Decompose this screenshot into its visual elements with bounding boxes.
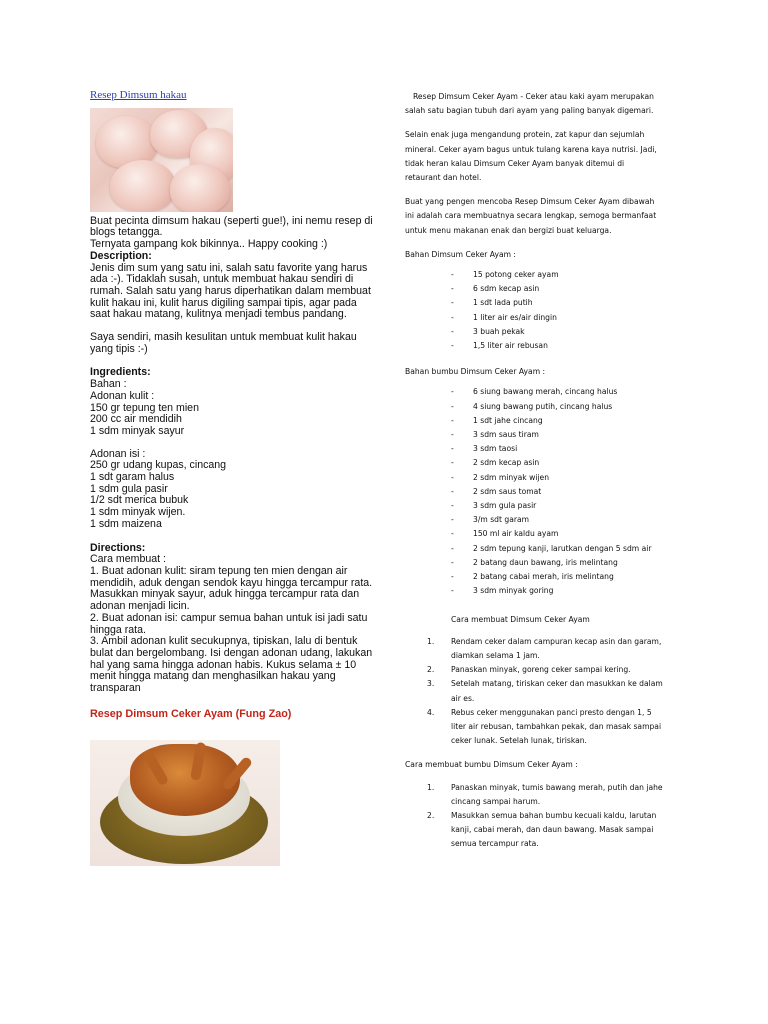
direction-line: mendidih, aduk dengan sendok kayu hingga tercampur rata. [90, 576, 373, 589]
directions-heading: Directions: [90, 541, 146, 554]
text-line: Buat yang pengen mencoba Resep Dimsum Ceker Ayam dibawah [405, 197, 655, 207]
list-item: - 3 buah pekak [405, 325, 680, 339]
ceker-intro [405, 90, 680, 118]
text-line: salah satu bagian tubuh dari ayam yang paling banyak digemari. [405, 106, 654, 116]
description-heading: Description: [90, 249, 152, 262]
hakau-recipe-link[interactable]: Resep Dimsum hakau [90, 89, 187, 101]
text-line: kulit hakau ini, kulit harus digiling sampai tipis, agar pada [90, 296, 357, 309]
text-line: rumah. Salah satu yang harus diperhatikan dalam membuat [90, 284, 371, 297]
list-item: - 1 sdt lada putih [405, 296, 680, 310]
list-item: - 2 sdm tepung kanji, larutkan dengan 5 sdm air [405, 542, 680, 556]
direction-line: 1. Buat adonan kulit: siram tepung ten mien dengan air [90, 564, 348, 577]
ingredient-line: 1/2 sdt merica bubuk [90, 494, 189, 507]
direction-line: 3. Ambil adonan kulit secukupnya, tipiskan, lalu di bentuk [90, 635, 358, 648]
list-item: - 4 siung bawang putih, cincang halus [405, 400, 680, 414]
list-item: - 2 sdm saus tomat [405, 485, 680, 499]
step-item: 2. Panaskan minyak, goreng ceker sampai kering. [427, 665, 631, 675]
list-item: - 2 batang daun bawang, iris melintang [405, 556, 680, 570]
cara-bumbu-steps [405, 781, 680, 852]
ingredient-line: 150 gr tepung ten mien [90, 401, 199, 414]
ceker-ayam-photo [90, 740, 280, 866]
left-column [90, 89, 373, 866]
text-line: yang tipis :-) [90, 342, 148, 355]
ingredient-line: 200 cc air mendidih [90, 413, 182, 426]
ingredient-line: Adonan isi : [90, 447, 146, 460]
list-item: - 3 sdm saus tiram [405, 428, 680, 442]
ingredient-line: Bahan : [90, 378, 127, 391]
right-column [405, 90, 680, 862]
ceker-paragraph-3 [405, 195, 680, 238]
direction-line: Masukkan minyak sayur, aduk hingga tercampur rata dan [90, 588, 360, 601]
directions-text [90, 553, 373, 695]
ingredient-line: 1 sdm maizena [90, 517, 162, 530]
list-item: - 3/m sdt garam [405, 513, 680, 527]
filling-list [90, 449, 362, 531]
ceker-paragraph-2 [405, 128, 680, 185]
text-line: saat hakau matang, kulitnya menjadi tembus pandang. [90, 308, 347, 321]
list-item: - 6 siung bawang merah, cincang halus [405, 385, 680, 399]
direction-line: 2. Buat adonan isi: campur semua bahan untuk isi jadi satu [90, 611, 368, 624]
ingredients-list [90, 379, 362, 438]
ingredient-line: 1 sdt garam halus [90, 471, 175, 484]
description-text [90, 261, 371, 322]
direction-line: adonan menjadi licin. [90, 600, 190, 613]
cara-heading: Cara membuat Dimsum Ceker Ayam [451, 614, 590, 624]
ingredient-line: 1 sdm gula pasir [90, 482, 168, 495]
list-item: - 15 potong ceker ayam [405, 268, 680, 282]
cara-steps [405, 635, 680, 749]
direction-line: menit hingga matang dan menghasilkan hakau yang [90, 670, 336, 683]
note-text [90, 332, 362, 355]
ingredient-line: 1 sdm minyak wijen. [90, 506, 186, 519]
text-line: ini adalah cara membuatnya secara lengkap, semoga bermanfaat [405, 211, 657, 221]
list-item: - 1 liter air es/air dingin [405, 311, 680, 325]
text-line: Ternyata gampang kok bikinnya.. Happy cooking :) [90, 238, 328, 251]
list-item: - 6 sdm kecap asin [405, 282, 680, 296]
intro-text [90, 214, 373, 251]
text-line: blogs tetangga. [90, 226, 163, 239]
text-line: mineral. Ceker ayam bagus untuk tulang karena kaya nutrisi. Jadi, [405, 144, 657, 154]
ingredient-line: 1 sdm minyak sayur [90, 424, 185, 437]
bumbu-heading: Bahan bumbu Dimsum Ceker Ayam : [405, 367, 546, 377]
text-line: Jenis dim sum yang satu ini, salah satu favorite yang harus [90, 261, 368, 274]
list-item: - 150 ml air kaldu ayam [405, 527, 680, 541]
list-item: - 2 sdm minyak wijen [405, 471, 680, 485]
ingredient-line: Adonan kulit : [90, 389, 155, 402]
cara-bumbu-heading: Cara membuat bumbu Dimsum Ceker Ayam : [405, 760, 578, 770]
step-item: 1. Rendam ceker dalam campuran kecap asin dan garam, diamkan selama 1 jam. [427, 636, 662, 660]
list-item: - 1 sdt jahe cincang [405, 414, 680, 428]
step-item: 4. Rebus ceker menggunakan panci presto dengan 1, 5 liter air rebusan, tambahkan pekak, dan masak sampai ceker lunak. Setelah lunak, tiriskan. [427, 707, 662, 746]
bumbu-list [405, 385, 680, 598]
step-item: 3. Setelah matang, tiriskan ceker dan masukkan ke dalam air es. [427, 679, 663, 703]
direction-line: Cara membuat : [90, 553, 166, 566]
step-item: 1. Panaskan minyak, tumis bawang merah, putih dan jahe cincang sampai harum. [427, 782, 663, 806]
step-item: 2. Masukkan semua bahan bumbu kecuali kaldu, larutan kanji, cabai merah, dan daun bawang. Masak sampai semua tercampur rata. [427, 810, 657, 849]
direction-line: hingga rata. [90, 623, 146, 636]
list-item: - 2 sdm kecap asin [405, 456, 680, 470]
bahan-list [405, 268, 680, 353]
text-line: Selain enak juga mengandung protein, zat kapur dan sejumlah [405, 130, 645, 140]
ingredients-heading: Ingredients: [90, 366, 151, 379]
text-line: untuk menu makanan enak dan bergizi buat keluarga. [405, 225, 612, 235]
hakau-photo [90, 108, 233, 212]
direction-line: transparan [90, 682, 141, 695]
text-line: Resep Dimsum Ceker Ayam - Ceker atau kaki ayam merupakan [413, 92, 654, 101]
list-item: - 3 sdm taosi [405, 442, 680, 456]
list-item: - 2 batang cabai merah, iris melintang [405, 570, 680, 584]
list-item: - 3 sdm gula pasir [405, 499, 680, 513]
direction-line: hal yang sama hingga adonan habis. Kukus selama ± 10 [90, 658, 357, 671]
text-line: retaurant dan hotel. [405, 173, 482, 183]
bahan-heading: Bahan Dimsum Ceker Ayam : [405, 249, 516, 259]
text-line: tidak heran kalau Dimsum Ceker Ayam banyak ditemui di [405, 158, 625, 168]
text-line: ada :-). Tidaklah susah, untuk membuat hakau sendiri di [90, 273, 354, 286]
text-line: Saya sendiri, masih kesulitan untuk membuat kulit hakau [90, 331, 357, 344]
direction-line: bulat dan bergelombang. Isi dengan adonan udang, lakukan [90, 646, 373, 659]
list-item: - 3 sdm minyak goring [405, 584, 680, 598]
text-line: Buat pecinta dimsum hakau (seperti gue!), ini nemu resep di [90, 214, 373, 227]
ingredient-line: 250 gr udang kupas, cincang [90, 459, 227, 472]
ceker-recipe-heading: Resep Dimsum Ceker Ayam (Fung Zao) [90, 707, 292, 720]
list-item: - 1,5 liter air rebusan [405, 339, 680, 353]
